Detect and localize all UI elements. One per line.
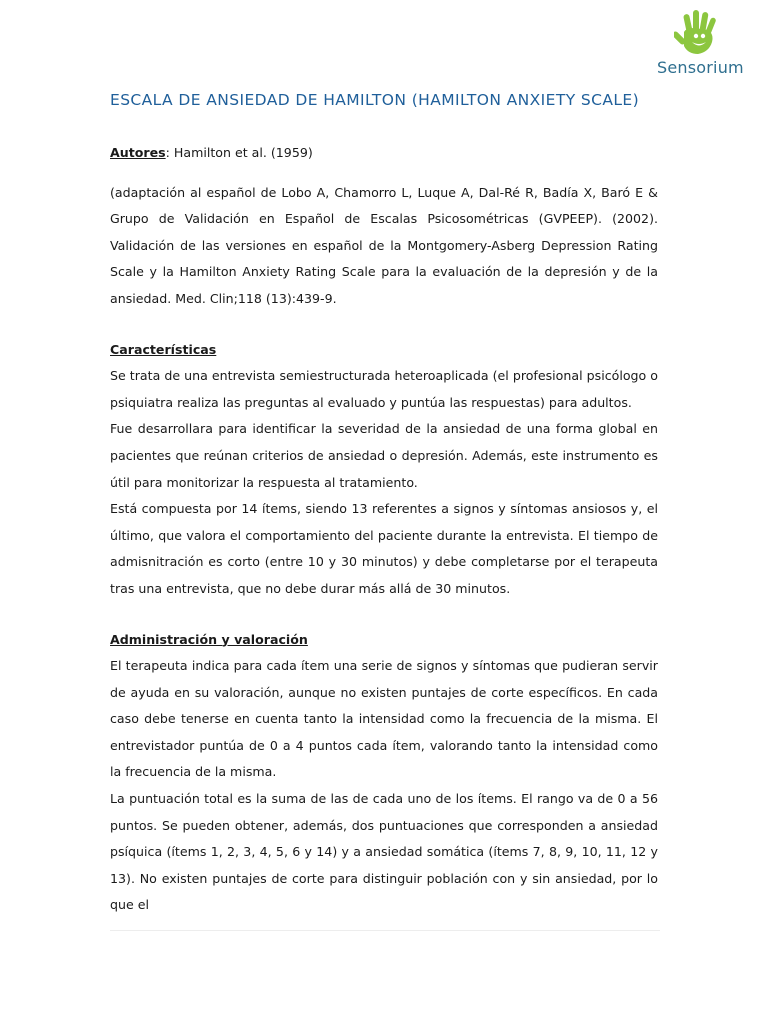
sensorium-logo	[652, 8, 752, 78]
characteristics-heading: Características	[110, 341, 217, 357]
hand-icon	[674, 8, 724, 58]
adaptation-paragraph: (adaptación al español de Lobo A, Chamorro L, Luque A, Dal-Ré R, Badía X, Baró E & Grupo de Validación en Español de Escalas Psicosométricas (GVPEEP). (2002). Validación de las versiones en español de la Montgomery-Asberg Depression Rating Scale y la Hamilton Anxiety Rating Scale para la evaluación de la depresión y de la ansiedad. Med. Clin;118 (13):439-9.	[110, 184, 658, 306]
administration-heading: Administración y valoración	[110, 631, 308, 647]
characteristics-paragraph: Fue desarrollara para identificar la severidad de la ansiedad de una forma global en pacientes que reúnan criterios de ansiedad o depresión. Además, este instrumento es útil para monitorizar la respuesta al tratamiento.	[110, 421, 658, 490]
characteristics-paragraph: Está compuesta por 14 ítems, siendo 13 referentes a signos y síntomas ansiosos y, el último, que valora el comportamiento del paciente durante la entrevista. El tiempo de admisnitración es corto (entre 10 y 30 minutos) y debe completarse por el terapeuta tras una entrevista, que no debe durar más allá de 30 minutos.	[110, 501, 658, 596]
characteristics-paragraph: Se trata de una entrevista semiestructurada heteroaplicada (el profesional psicólogo o psiquiatra realiza las preguntas al evaluado y puntúa las respuestas) para adultos.	[110, 368, 658, 410]
authors-line	[110, 140, 658, 167]
administration-paragraph: El terapeuta indica para cada ítem una serie de signos y síntomas que pudieran servir de ayuda en su valoración, aunque no existen puntajes de corte específicos. En cada caso debe tenerse en cuenta tanto la intensidad como la frecuencia de la misma. El entrevistador puntúa de 0 a 4 puntos cada ítem, valorando tanto la intensidad como la frecuencia de la misma.	[110, 658, 658, 780]
document-body	[110, 140, 658, 919]
authors-label: Autores	[110, 145, 166, 160]
footer-divider	[110, 930, 660, 931]
logo-wordmark: Sensorium	[657, 58, 744, 77]
page-title: ESCALA DE ANSIEDAD DE HAMILTON (HAMILTON ANXIETY SCALE)	[110, 91, 640, 109]
administration-paragraph: La puntuación total es la suma de las de cada uno de los ítems. El rango va de 0 a 56 puntos. Se pueden obtener, además, dos puntuaciones que corresponden a ansiedad psíquica (ítems 1, 2, 3, 4, 5, 6 y 14) y a ansiedad somática (ítems 7, 8, 9, 10, 11, 12 y 13). No existen puntajes de corte para distinguir población con y sin ansiedad, por lo que el	[110, 791, 658, 913]
authors-text: : Hamilton et al. (1959)	[165, 145, 313, 160]
